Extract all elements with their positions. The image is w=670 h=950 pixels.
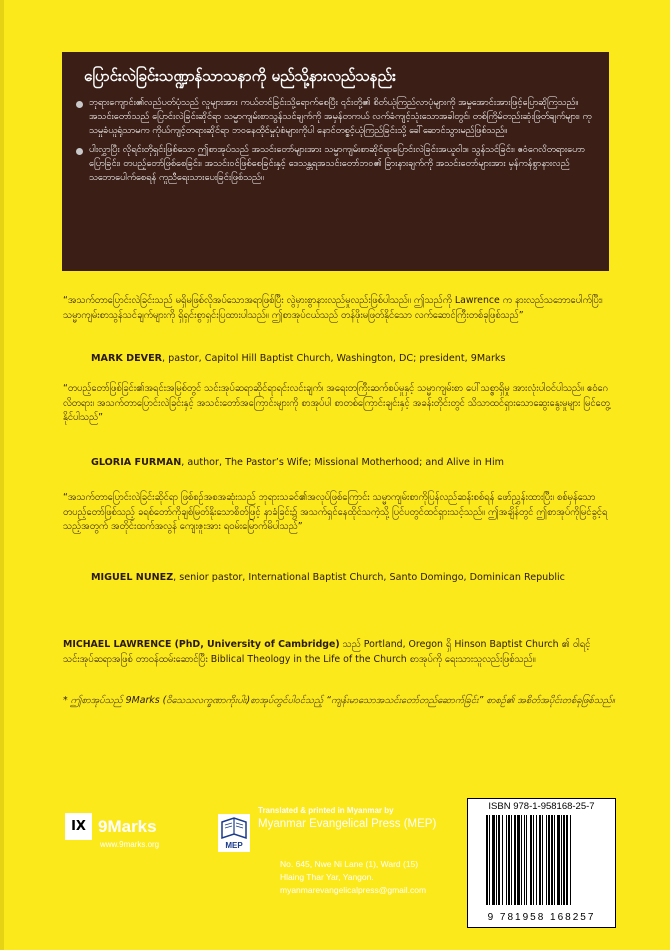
ix-logo-icon <box>65 813 92 840</box>
author-bio-text: သည် Portland, Oregon ရှိ Hinson Baptist Church ၏ ဝါရင့်သင်းအုပ်ဆရာအဖြစ် တာဝန်ထမ်းဆောင်ပြီး Biblical Theology in the Life of the Church စာအုပ်ကို ရေးသားသူလည်းဖြစ်သည်။ <box>63 639 591 665</box>
isbn-number: ISBN 978-1-958168-25-7 <box>488 801 595 812</box>
barcode-bar <box>489 815 490 905</box>
ninemarks-logo <box>65 813 157 840</box>
cover-edge <box>0 0 4 950</box>
publisher-tagline: Translated & printed in Myanmar by <box>258 806 394 815</box>
barcode-bar <box>502 815 503 905</box>
address-line: No. 645, Nwe Ni Lane (1), Ward (15) <box>280 859 419 869</box>
ninemarks-name: 9Marks <box>98 816 157 836</box>
isbn-barcode <box>467 798 616 928</box>
publisher-address <box>280 858 460 897</box>
ninemarks-url: www.9marks.org <box>100 840 160 849</box>
barcode-bar <box>521 815 522 905</box>
barcode-bar <box>561 815 562 905</box>
barcode-bar <box>536 815 537 905</box>
endorser-name: GLORIA FURMAN <box>91 457 182 468</box>
bullet-icon <box>76 148 83 155</box>
bullet-text: ဘုရားကျောင်း၏လည်ပတ်ပုံသည် လူများအား ကယ်တင်ခြင်းသို့ရောက်စေပြီး ၎င်းတို့၏ စိတ်ယုံကြည်လာပုံများကို အမှုအောင်းအားဖြင့်ပြောဆိုကြသည်။ အသင်းတော်သည် ပြောင်းလဲခြင်းဆိုင်ရာ သမ္မာကျမ်းစာသွန်သင်ချက်ကို အမှန်တကယ် လက်ခံကျင့်သုံးသောအခါတွင်၊ တစ်ကြိမ်တည်းဆုံးဖြတ်ချက်များ၊ ကုသမှုခံယူရုံသာမက ကိုယ်ကျင့်တရားဆိုင်ရာ ဘဝနေထိုင်မှုပုံစံများကိုပါ နောင်တစ္စင့်ယုံကြည်ခြင်းသို့ ခေါ်ဆောင်သွားမည်ဖြစ်သည်။ <box>89 97 592 137</box>
barcode-bar <box>548 815 550 905</box>
endorsement-attribution <box>91 457 504 468</box>
barcode-bar <box>539 815 541 905</box>
endorser-title: , author, The Pastor’s Wife; Missional Motherhood; and Alive in Him <box>181 457 505 468</box>
description-bullet <box>76 143 593 186</box>
endorsement-quote: “အသက်တာပြောင်းလဲခြင်းဆိုင်ရာ ဖြစ်စဉ်အစအဆုံးသည် ဘုရားသခင်၏အလုပ်ဖြစ်ကြောင်း သမ္မာကျမ်းစာကိုပြန်လည်ဆန်းစစ်ရန် ဖော်ညွှန်းထားပြီး၊ စစ်မှန်သောတပည့်တော်ဖြစ်သည့် ခရစ်တော်ကိုချစ်မြတ်နိုးသောစိတ်ဖြင့် နာခံခြင်း၌ အသက်ရှင်နေထိုင်သကဲ့သို့ ပြင်ပတွင်ထင်ရှားသင့်သည်။ ဤအချိန်တွင် ဤစာအုပ်ကိုမြင်ခွင့်ရသည့်အတွက် အတိုင်းထက်အလွန် ကျေးဇူးအား ရဝမ်းမြောက်မိပါသည်” <box>63 492 608 532</box>
endorser-title: , senior pastor, International Baptist Church, Santo Domingo, Dominican Republic <box>173 572 565 583</box>
bullet-text: ပါးလွှာပြီး လိုရင်းတိုရှင်းဖြစ်သော ဤစာအုပ်သည် အသင်းတော်များအား သမ္မာကျမ်းစာဆိုင်ရာပြောင်းလဲခြင်းအယူဝါဒ၊ သွန်သင်ခြင်း၊ ဧဝံဂေလိတရားဟောပြောခြင်း၊ တပည့်တော်ဖြစ်စေခြင်း၊ အသင်းဝင်ဖြစ်စေခြင်းနှင့် ဒေသန္တရအသင်းတော်ဘဝ၏ ခြားနားချက်ကို အသင်းတော်များအား မှန်ကန်စွာနားလည်သဘောပေါက်စေရန် ကူညီရေးသားပေးခြင်းဖြစ်သည်။ <box>89 143 585 184</box>
barcode-bar <box>496 815 497 905</box>
barcode-bar <box>514 815 516 905</box>
mep-logo-text: MEP <box>225 841 243 850</box>
barcode-icon <box>486 815 599 905</box>
mep-logo-icon <box>218 814 250 852</box>
barcode-bar <box>498 815 500 905</box>
barcode-bar <box>533 815 534 905</box>
barcode-bar <box>551 815 553 905</box>
publisher-email: myanmarevangelicalpress@gmail.com <box>280 885 427 895</box>
endorser-name: MIGUEL NUNEZ <box>91 572 174 583</box>
ix-label: IX <box>71 819 86 834</box>
series-note: * ဤစာအုပ်သည် 9Marks (ဝိသေသလက္ခဏာကိုးပါး)စာအုပ်တွင်ပါဝင်သည့် “ကျန်းမာသောအသင်းတော်တည်ဆောက်ခြင်း” စာစဉ်၏ အစိတ်အပိုင်းတစ်ခုဖြစ်သည်။ <box>63 695 615 706</box>
barcode-bar <box>486 815 488 905</box>
author-name: MICHAEL LAWRENCE (PhD, University of Cambridge) <box>63 639 340 650</box>
barcode-bar <box>526 815 527 905</box>
endorsement-attribution <box>91 353 505 364</box>
barcode-digits: 9 781958 168257 <box>487 912 596 923</box>
endorsement-quote: “တပည့်တော်ဖြစ်ခြင်း၏အရင်းအမြစ်တွင် သင်းအုပ်ဆရာဆိုင်ရာရင်းလင်းချက်၊ အရေးတကြီးဆက်စပ်မှုနှင့် သမ္မာကျမ်းစာ ပေါ်သစ္စာရှိမှု အားလုံးပါဝင်ပါသည်။ ဧဝံဂေလိတရား၊ အသက်တာပြောင်းလဲခြင်းနှင့် အသင်းတော်အကြောင်းများကို စာအုပ်ပါ စာတစ်ကြောင်းချင်းနှင့် အခန်းတိုင်းတွင် သိသာထင်ရှားသောဆွေးနွေးမှုများ မြင်တွေ့နိုင်ပါသည်” <box>63 383 610 423</box>
barcode-bar <box>506 815 507 905</box>
publisher-info <box>258 806 436 836</box>
barcode-bar <box>546 815 547 905</box>
address-line: Hlaing Thar Yar, Yangon. <box>280 872 374 882</box>
endorsement-quote: “အသက်တာပြောင်းလဲခြင်းသည် မရှိမဖြစ်လိုအပ်သောအရာဖြစ်ပြီး လွဲမှားစွာနားလည်မှုလည်းဖြစ်ပါသည်။ ဤသည်ကို Lawrence က နားလည်သဘောပေါက်ပြီး၊ သမ္မာကျမ်းစာသွန်သင်ချက်များကို ရှိရှင်းစွာရှင်းပြထားပါသည်။ ဤစာအုပ်ငယ်သည် တန်ဖိုးမဖြတ်နိုင်သော လက်ဆောင်ကြီးတစ်ခုဖြစ်သည်” <box>63 295 603 321</box>
barcode-bar <box>557 815 560 905</box>
barcode-bar <box>492 815 495 905</box>
barcode-bar <box>508 815 510 905</box>
publisher-name: Myanmar Evangelical Press (MEP) <box>258 818 437 830</box>
barcode-bar <box>554 815 555 905</box>
barcode-bar <box>511 815 512 905</box>
bullet-icon <box>76 101 83 108</box>
description-bullet <box>76 96 593 139</box>
endorser-title: , pastor, Capitol Hill Baptist Church, Washington, DC; president, 9Marks <box>162 353 506 364</box>
endorsement-attribution <box>91 572 565 583</box>
barcode-bar <box>524 815 525 905</box>
barcode-bar <box>530 815 532 905</box>
barcode-bar <box>542 815 543 905</box>
description-panel <box>62 52 609 271</box>
barcode-bar <box>570 815 571 905</box>
author-bio <box>63 637 619 667</box>
barcode-bar <box>563 815 565 905</box>
panel-title: ပြောင်းလဲခြင်းသဏ္ဍာန်သာသနာကို မည်သို့နားလည်သနည်း <box>84 67 396 85</box>
barcode-bar <box>566 815 568 905</box>
barcode-bar <box>517 815 520 905</box>
endorser-name: MARK DEVER <box>91 353 163 364</box>
